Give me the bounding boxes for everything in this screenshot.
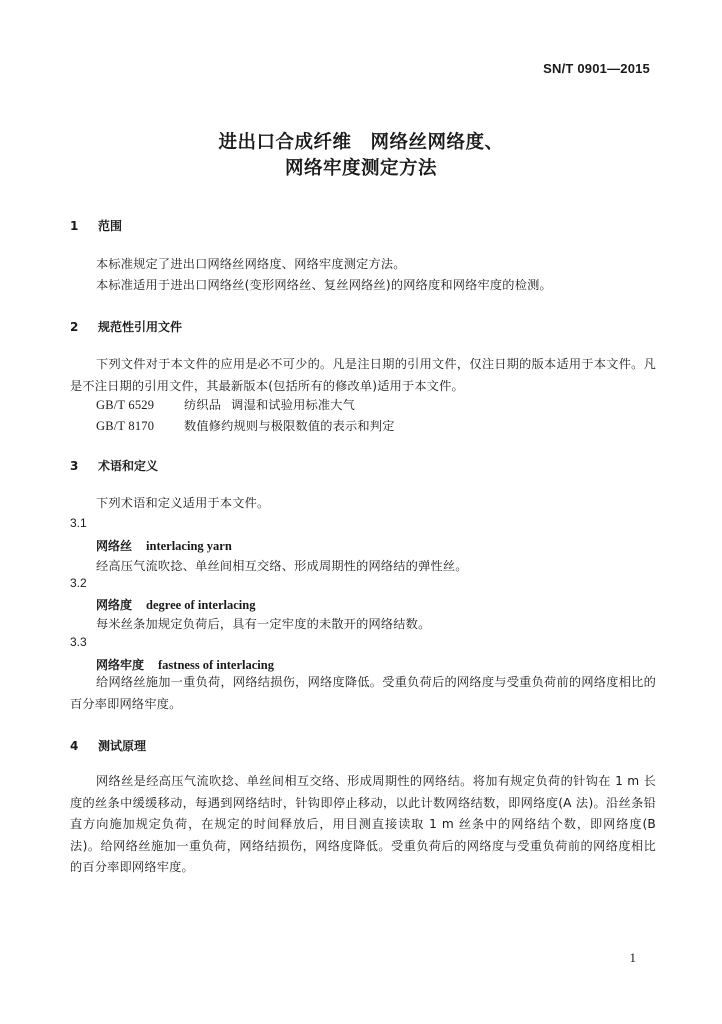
section-number: 2 <box>70 320 79 334</box>
document-title-line-1: 进出口合成纤维 网络丝网络度、 <box>218 132 504 153</box>
section-title: 术语和定义 <box>98 459 159 473</box>
scope-paragraph-2: 本标准适用于进出口网络丝(变形网络丝、复丝网络丝)的网络度和网络牢度的检测。 <box>96 278 552 292</box>
section-1-heading <box>70 217 122 234</box>
reference-item <box>96 396 355 413</box>
term-definition: 经高压气流吹捻、单丝间相互交络、形成周期性的网络结的弹性丝。 <box>96 559 468 573</box>
section-number: 1 <box>70 219 79 233</box>
term-number: 3.1 <box>70 516 87 530</box>
standard-code: SN/T 0901—2015 <box>543 61 650 76</box>
term-zh: 网络丝 <box>96 539 133 553</box>
section-4-heading <box>70 737 146 754</box>
term-definition: 每米丝条加规定负荷后，具有一定牢度的未散开的网络结数。 <box>96 617 431 631</box>
reference-title-part: 数值修约规则与极限数值的表示和判定 <box>184 419 395 433</box>
principle-paragraph: 网络丝是经高压气流吹捻、单丝间相互交络、形成周期性的网络结。将加有规定负荷的针钩在 1 m 长度的丝条中缓缓移动，每遇到网络结时，针钩即停止移动，以此计数网络结数，即网络度(A 法)。沿丝条铅直方向施加规定负荷，在规定的时间释放后，用目测直接读取 1 m 丝条中的网络结个数，即网络度(B 法)。给网络丝施加一重负荷，网络结损伤，网络度降低。受重负荷后的网络度与受重负荷前的网络度相比的百分率即网络牢度。 <box>70 774 656 875</box>
term-number: 3.2 <box>70 576 87 590</box>
term-en: fastness of interlacing <box>158 658 274 672</box>
term-entry <box>96 596 255 613</box>
section-title: 规范性引用文件 <box>98 320 183 334</box>
reference-code: GB/T 6529 <box>96 398 155 412</box>
reference-item <box>96 417 395 434</box>
term-number: 3.3 <box>70 635 87 649</box>
terms-intro: 下列术语和定义适用于本文件。 <box>96 496 270 510</box>
reference-title-part: 纺织品 <box>184 398 222 412</box>
document-title-line-2: 网络牢度测定方法 <box>284 158 437 179</box>
scope-paragraph-1: 本标准规定了进出口网络丝网络度、网络牢度测定方法。 <box>96 257 406 271</box>
term-entry <box>96 656 274 673</box>
section-number: 4 <box>70 739 79 753</box>
page-number: 1 <box>629 950 636 965</box>
section-3-heading <box>70 457 158 474</box>
references-intro: 下列文件对于本文件的应用是必不可少的。凡是注日期的引用文件，仅注日期的版本适用于本文件。凡是不注日期的引用文件，其最新版本(包括所有的修改单)适用于本文件。 <box>70 357 656 393</box>
term-zh: 网络度 <box>96 598 133 612</box>
term-definition: 给网络丝施加一重负荷，网络结损伤，网络度降低。受重负荷后的网络度与受重负荷前的网络度相比的百分率即网络牢度。 <box>70 675 656 711</box>
section-title: 范围 <box>98 219 123 233</box>
term-en: degree of interlacing <box>146 598 256 612</box>
term-entry <box>96 537 232 554</box>
section-title: 测试原理 <box>98 739 147 753</box>
term-en: interlacing yarn <box>146 539 232 553</box>
section-number: 3 <box>70 459 79 473</box>
section-2-heading <box>70 318 182 335</box>
reference-code: GB/T 8170 <box>96 419 155 433</box>
term-zh: 网络牢度 <box>96 658 145 672</box>
reference-title-part: 调湿和试验用标准大气 <box>231 398 356 412</box>
